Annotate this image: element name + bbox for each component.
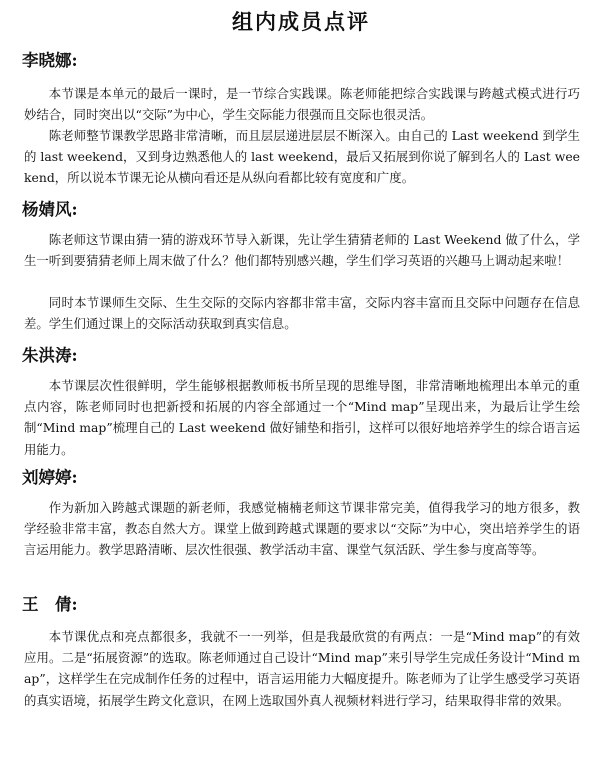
document-title: 组内成员点评	[232, 9, 370, 34]
reviewer-name: 朱洪涛:	[22, 346, 78, 365]
review-paragraph: 陈老师这节课由猜一猜的游戏环节导入新课，先让学生猜猜老师的 Last Weekend 做了什么，学生一听到要猜猜老师上周末做了什么？他们都特别感兴趣，学生们学习英语的兴趣马上调动起来啦！	[24, 232, 580, 269]
review-paragraph: 同时本节课师生交际、生生交际的交际内容都非常丰富，交际内容丰富而且交际中问题存在信息差。学生们通过课上的交际活动获取到真实信息。	[24, 295, 580, 332]
review-paragraph: 本节课是本单元的最后一课时，是一节综合实践课。陈老师能把综合实践课与跨越式模式进行巧妙结合，同时突出以“交际”为中心，学生交际能力很强而且交际也很灵活。	[24, 86, 580, 123]
review-paragraph: 作为新加入跨越式课题的新老师，我感觉楠楠老师这节课非常完美，值得我学习的地方很多，教学经验非常丰富，教态自然大方。课堂上做到跨越式课题的要求以“交际”为中心，突出培养学生的语言运用能力。教学思路清晰、层次性很强、教学活动丰富、课堂气氛活跃、学生参与度高等等。	[24, 500, 580, 558]
reviewer-name: 李晓娜:	[22, 51, 78, 70]
review-paragraph: 本节课优点和亮点都很多，我就不一一列举，但是我最欣赏的有两点：一是“Mind map”的有效应用。二是“拓展资源”的选取。陈老师通过自己设计“Mind map”来引导学生完成任务设计“Mind map”，这样学生在完成制作任务的过程中，语言运用能力大幅度提升。陈老师为了让学生感受学习英语的真实语境，拓展学生跨文化意识，在网上选取国外真人视频材料进行学习，结果取得非常的效果。	[24, 629, 580, 708]
reviewer-name: 王 倩:	[22, 595, 78, 614]
reviewer-name: 刘婷婷:	[22, 468, 78, 487]
review-paragraph: 陈老师整节课教学思路非常清晰，而且层层递进层层不断深入。由自己的 Last weekend 到学生的 last weekend，又到身边熟悉他人的 last weekend，最后又拓展到你说了解到名人的 Last weekend，所以说本节课无论从横向看还是从纵向看都比较有宽度和广度。	[24, 128, 580, 186]
review-paragraph: 本节课层次性很鲜明，学生能够根据教师板书所呈现的思维导图，非常清晰地梳理出本单元的重点内容，陈老师同时也把新授和拓展的内容全部通过一个“Mind map”呈现出来，为最后让学生绘制“Mind map”梳理自己的 Last weekend 做好铺垫和指引，这样可以很好地培养学生的综合语言运用能力。	[24, 378, 580, 457]
reviewer-name: 杨婧风:	[22, 200, 78, 219]
